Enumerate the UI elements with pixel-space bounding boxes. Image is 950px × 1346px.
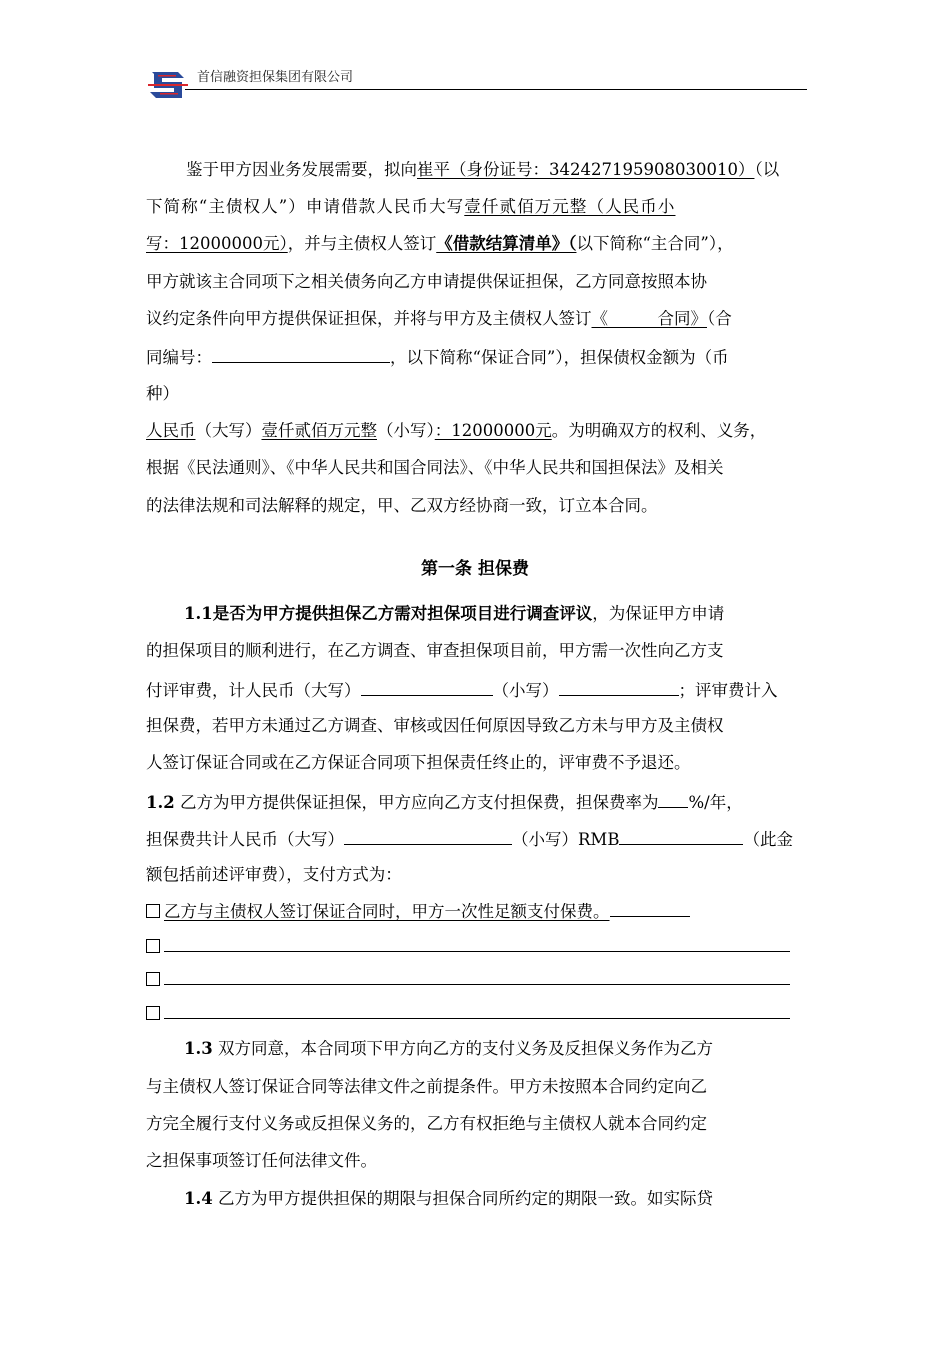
preamble-line-7: 种） — [146, 384, 179, 403]
review-fee-lower-blank — [559, 677, 679, 696]
fee-rate-blank — [658, 789, 688, 808]
option-3-blank — [164, 966, 790, 985]
payment-option-4 — [146, 1000, 808, 1026]
clause-1-1-line-5: 人签订保证合同或在乙方保证合同项下担保责任终止的，评审费不予退还。 — [146, 753, 691, 772]
article-1-title: 第一条 担保费 — [421, 559, 529, 579]
document-header — [145, 60, 807, 102]
clause-1-1-line-1: 1.1是否为甲方提供担保乙方需对担保项目进行调查评议，为保证甲方申请 — [184, 604, 725, 623]
contract-number-blank — [212, 344, 390, 363]
clause-1-1-line-2: 的担保项目的顺利进行，在乙方调查、审查担保项目前，甲方需一次性向乙方支 — [146, 641, 724, 660]
guarantee-fee-upper-blank — [344, 826, 512, 845]
preamble-line-3: 写：12000000元），并与主债权人签订《借款结算清单》（以下简称“主合同”）， — [146, 234, 734, 253]
clause-1-1-line-4: 担保费，若甲方未通过乙方调查、审核或因任何原因导致乙方未与甲方及主债权 — [146, 716, 724, 735]
preamble-line-2: 下简称“主债权人”）申请借款人民币大写壹仟贰佰万元整（人民币小 — [146, 197, 676, 216]
clause-1-2-line-3: 额包括前述评审费），支付方式为： — [146, 865, 402, 884]
payment-option-1: 乙方与主债权人签订保证合同时，甲方一次性足额支付保费。 — [146, 898, 808, 924]
option-1-tail-blank — [610, 898, 690, 917]
company-logo-icon — [148, 64, 188, 104]
clause-1-3-line-1: 1.3 双方同意，本合同项下甲方向乙方的支付义务及反担保义务作为乙方 — [184, 1039, 713, 1058]
clause-1-3-line-4: 之担保事项签订任何法律文件。 — [146, 1151, 377, 1170]
guarantee-fee-rmb-blank — [619, 826, 743, 845]
preamble-line-9: 根据《民法通则》、《中华人民共和国合同法》、《中华人民共和国担保法》及相关 — [146, 458, 724, 477]
review-fee-upper-blank — [361, 677, 493, 696]
clause-1-2-line-1: 1.2 乙方为甲方提供保证担保，甲方应向乙方支付担保费，担保费率为 %/年， — [146, 789, 808, 815]
preamble-line-1: 鉴于甲方因业务发展需要，拟向崔平（身份证号：342427195908030010）（以 — [186, 160, 780, 179]
preamble-line-5: 议约定条件向甲方提供保证担保，并将与甲方及主债权人签订《 合同》（合 — [146, 309, 732, 328]
option-4-blank — [164, 1000, 790, 1019]
checkbox[interactable] — [146, 939, 160, 953]
preamble-line-8: 人民币（大写）壹仟贰佰万元整（小写）：12000000元。为明确双方的权利、义务， — [146, 421, 767, 440]
checkbox[interactable] — [146, 972, 160, 986]
header-divider — [185, 89, 807, 90]
payment-option-2 — [146, 933, 808, 959]
checkbox[interactable] — [146, 904, 160, 918]
option-2-blank — [164, 933, 790, 952]
preamble-line-4: 甲方就该主合同项下之相关债务向乙方申请提供保证担保，乙方同意按照本协 — [146, 272, 707, 291]
clause-1-3-line-3: 方完全履行支付义务或反担保义务的，乙方有权拒绝与主债权人就本合同约定 — [146, 1114, 707, 1133]
clause-1-4-line-1: 1.4 乙方为甲方提供担保的期限与担保合同所约定的期限一致。如实际贷 — [184, 1189, 713, 1208]
clause-1-1-line-3: 付评审费，计人民币（大写） （小写） ；评审费计入 — [146, 677, 808, 703]
company-name: 首信融资担保集团有限公司 — [197, 70, 354, 85]
preamble-line-6: 同编号： ，以下简称“保证合同”），担保债权金额为（币 — [146, 344, 808, 370]
checkbox[interactable] — [146, 1006, 160, 1020]
clause-1-3-line-2: 与主债权人签订保证合同等法律文件之前提条件。甲方未按照本合同约定向乙 — [146, 1077, 707, 1096]
clause-1-2-line-2: 担保费共计人民币（大写） （小写）RMB （此金 — [146, 826, 808, 852]
payment-option-3 — [146, 966, 808, 992]
preamble-line-10: 的法律法规和司法解释的规定，甲、乙双方经协商一致，订立本合同。 — [146, 496, 658, 515]
